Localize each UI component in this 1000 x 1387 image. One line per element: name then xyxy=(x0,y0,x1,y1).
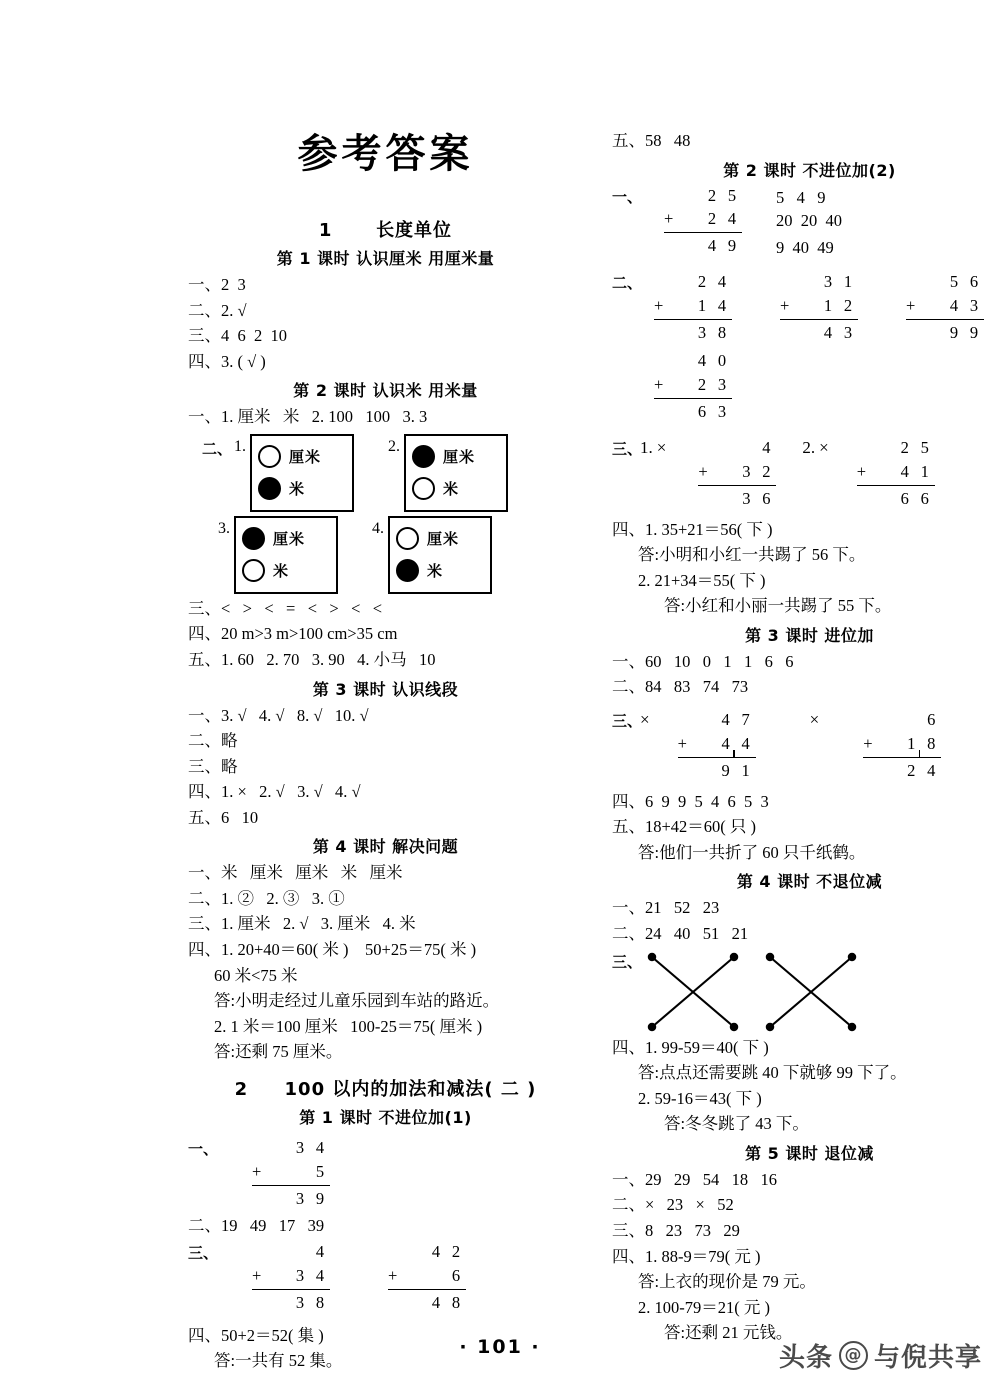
answer-line: 2. 100-79＝21( 元 ) xyxy=(638,1297,770,1317)
vertical-sum-group xyxy=(612,436,1000,511)
unit-box[interactable] xyxy=(250,434,354,512)
answer-line: 三、4 6 2 10 xyxy=(188,326,287,346)
digit: 8 xyxy=(927,733,936,753)
digit: 3 xyxy=(717,375,727,395)
digit: 1 xyxy=(843,272,853,292)
digit: 6 xyxy=(762,488,771,508)
operator: + xyxy=(252,1266,262,1286)
group-label: 三、 xyxy=(612,439,643,458)
watermark-handle: 与倪共享 xyxy=(873,1343,982,1373)
digit: 4 xyxy=(697,351,707,371)
answer-line: 二、略 xyxy=(188,731,238,751)
operator: + xyxy=(906,296,916,316)
digit: 3 xyxy=(295,1188,305,1208)
answer-line: 四、20 m>3 m>100 cm>35 cm xyxy=(188,624,398,644)
vertical-sum-group xyxy=(612,708,1000,783)
unit-option[interactable] xyxy=(412,477,500,500)
group-label-2: 二、 xyxy=(202,439,233,458)
answer-line: 五、58 48 xyxy=(612,131,691,150)
sum-rule xyxy=(654,319,732,320)
vertical-sum xyxy=(780,270,858,345)
vertical-sum-columns xyxy=(640,184,842,261)
answer-line: 答:小明走经过儿童乐园到车站的路近。 xyxy=(214,991,500,1011)
unit-box-row xyxy=(218,516,583,594)
answer-line: 答:他们一共折了 60 只千纸鹤。 xyxy=(638,842,866,862)
digit: 8 xyxy=(315,1292,325,1312)
answer-line: 四、6 9 9 5 4 6 5 3 xyxy=(612,791,769,811)
lesson-1-4-title: 第 4 课时 解决问题 xyxy=(312,837,459,857)
answer-line: 答:还剩 21 元钱。 xyxy=(664,1323,793,1343)
digit: 5 xyxy=(315,1161,325,1181)
digit: 6 xyxy=(969,272,979,292)
lesson-2-1-title: 第 1 课时 不进位加(1) xyxy=(299,1107,472,1127)
vertical-sum xyxy=(857,436,935,511)
unit-box-item xyxy=(234,434,354,512)
unit-box-row xyxy=(202,434,583,512)
answer-line: 答:一共有 52 集。 xyxy=(214,1351,343,1371)
left-column xyxy=(188,128,583,1374)
unit-option[interactable] xyxy=(258,445,346,468)
group-label: 三、 xyxy=(612,952,643,971)
answer-line: 二、24 40 51 21 xyxy=(612,924,749,944)
vertical-sum-columns xyxy=(640,349,762,424)
sum-rule xyxy=(698,485,776,486)
operator: + xyxy=(677,733,687,753)
unit-box[interactable] xyxy=(404,434,508,512)
radio-unfilled-icon[interactable] xyxy=(412,477,435,500)
digit xyxy=(290,1240,310,1264)
digit: 5 xyxy=(727,185,737,205)
answer-line: 60 米<75 米 xyxy=(214,965,298,985)
page-title: 参考答案 xyxy=(297,131,474,177)
vertical-sum xyxy=(388,1240,466,1315)
sum-rule xyxy=(780,319,858,320)
vertical-sum-columns xyxy=(216,1136,360,1211)
digit: 3 xyxy=(295,1292,305,1312)
watermark xyxy=(779,1337,982,1374)
item-number: 1. xyxy=(640,437,653,457)
page-number: · 101 · xyxy=(459,1336,541,1358)
digit: 2 xyxy=(907,760,916,780)
digit: 4 xyxy=(949,296,959,316)
item-number: 2. xyxy=(802,437,816,457)
digit: 2 xyxy=(762,461,771,481)
answer-line: 20 20 40 xyxy=(776,211,842,231)
vertical-sum-group xyxy=(612,270,1000,345)
answer-line: 二、1. ② 2. ③ 3. ① xyxy=(188,888,345,908)
answer-line: 5 4 9 xyxy=(776,187,826,207)
answer-text-block xyxy=(776,184,842,261)
digit: 4 xyxy=(431,1242,441,1262)
unit-2-title xyxy=(188,1075,583,1101)
group-label: 一、 xyxy=(612,187,643,206)
cross-mark-icon: × xyxy=(819,437,829,457)
vertical-sum-group xyxy=(612,184,1000,261)
answer-line: 二、84 83 74 73 xyxy=(612,677,749,697)
vertical-sum xyxy=(678,708,756,783)
digit: 2 xyxy=(707,185,717,205)
digit: 4 xyxy=(431,1292,441,1312)
lesson-2-3-title: 第 3 课时 进位加 xyxy=(745,625,874,645)
digit-with-carry: 1 xyxy=(901,732,921,756)
answer-line: 四、1. × 2. √ 3. √ 4. √ xyxy=(188,782,361,802)
digit xyxy=(426,1264,446,1288)
digit: 4 xyxy=(823,323,833,343)
answer-line: 二、2. √ xyxy=(188,300,247,320)
vertical-sum xyxy=(654,349,732,424)
unit-option-label: 米 xyxy=(289,480,306,499)
sum-rule xyxy=(252,1185,330,1186)
answer-line: 答:冬冬跳了 43 下。 xyxy=(664,1114,809,1134)
answer-line: 一、2 3 xyxy=(188,275,246,294)
unit-1-title xyxy=(188,216,583,242)
answer-line: 答:点点还需要跳 40 下就够 99 下了。 xyxy=(638,1063,907,1083)
unit-option-label: 厘米 xyxy=(427,530,460,549)
unit-box-item xyxy=(218,516,338,594)
unit-box[interactable] xyxy=(388,516,492,594)
answer-line: 答:还剩 75 厘米。 xyxy=(214,1042,343,1062)
digit: 4 xyxy=(721,710,730,729)
sum-rule xyxy=(388,1289,466,1290)
operator: + xyxy=(698,461,708,481)
watermark-prefix: 头条 xyxy=(778,1343,833,1373)
unit-option-label: 厘米 xyxy=(273,530,306,549)
answer-line: 答:小红和小丽一共踢了 55 下。 xyxy=(664,596,892,616)
digit: 6 xyxy=(927,710,936,729)
answer-line: 四、50+2＝52( 集 ) xyxy=(188,1325,324,1345)
answer-line: 答:小明和小红一共踢了 56 下。 xyxy=(638,545,866,565)
answer-line: 三、< > < = < > < < xyxy=(188,598,383,618)
answer-line: 2. 59-16＝43( 下 ) xyxy=(638,1088,762,1108)
group-label: 二、 xyxy=(612,274,643,293)
sum-rule xyxy=(654,398,732,399)
digit: 6 xyxy=(920,488,929,508)
digit: 3 xyxy=(823,272,833,292)
digit: 5 xyxy=(949,272,959,292)
digit: 3 xyxy=(742,488,751,508)
unit-box[interactable] xyxy=(234,516,338,594)
match-lines-diagram xyxy=(642,949,902,1035)
group-label: 三、 xyxy=(188,1244,219,1263)
digit: 1 xyxy=(823,296,833,316)
unit-option-label: 米 xyxy=(443,480,460,499)
radio-unfilled-icon[interactable] xyxy=(258,445,281,468)
digit: 6 xyxy=(900,488,909,508)
unit-box-number: 1. xyxy=(234,437,247,455)
digit: 2 xyxy=(843,296,853,316)
radio-unfilled-icon[interactable] xyxy=(396,527,419,550)
unit-box-number: 3. xyxy=(218,519,230,537)
digit-with-carry: 4 xyxy=(716,732,736,756)
operator: + xyxy=(654,296,664,316)
digit: 3 xyxy=(742,461,751,481)
lesson-1-1-title: 第 1 课时 认识厘米 用厘米量 xyxy=(276,249,495,268)
digit: 2 xyxy=(707,209,717,229)
unit-1-number: 1 xyxy=(318,220,333,241)
digit: 3 xyxy=(843,323,853,343)
digit: 4 xyxy=(315,1137,325,1157)
answer-line: 二、19 49 17 39 xyxy=(188,1215,325,1235)
digit: 2 xyxy=(697,272,707,292)
digit: 9 xyxy=(969,323,979,343)
vertical-sum xyxy=(906,270,984,345)
vertical-sum xyxy=(654,270,732,345)
unit-box-item xyxy=(372,516,492,594)
answer-line: 2. 21+34＝55( 下 ) xyxy=(638,570,766,590)
lesson-1-2-title: 第 2 课时 认识米 用米量 xyxy=(293,381,478,401)
digit: 4 xyxy=(717,296,727,316)
unit-option[interactable] xyxy=(258,477,346,500)
unit-option-label: 米 xyxy=(273,562,290,581)
answer-line: 五、18+42＝60( 只 ) xyxy=(612,817,757,837)
answer-line: 2. 1 米＝100 厘米 100-25＝75( 厘米 ) xyxy=(214,1016,483,1036)
vertical-sum xyxy=(664,184,742,259)
at-icon: @ xyxy=(839,1341,868,1370)
vertical-sum-group xyxy=(188,1136,583,1211)
digit: 3 xyxy=(969,296,979,316)
lesson-2-4-title: 第 4 课时 不退位减 xyxy=(736,872,883,892)
digit: 7 xyxy=(741,710,750,729)
operator: + xyxy=(388,1266,398,1286)
vertical-sum-columns xyxy=(216,1240,496,1315)
sum-rule xyxy=(252,1289,330,1290)
unit-option[interactable] xyxy=(396,559,484,582)
vertical-sum-columns xyxy=(640,270,1000,345)
digit: 4 xyxy=(900,461,909,481)
answer-line: 答:上衣的现价是 79 元。 xyxy=(638,1272,816,1292)
unit-option-label: 厘米 xyxy=(443,448,476,467)
digit xyxy=(736,436,756,460)
answer-line: 三、8 23 73 29 xyxy=(612,1220,740,1240)
answer-line: 一、1. 厘米 米 2. 100 100 3. 3 xyxy=(188,407,428,427)
lesson-1-3-title: 第 3 课时 认识线段 xyxy=(312,679,459,699)
column-divider xyxy=(594,128,595,1308)
right-column xyxy=(612,128,1000,1346)
answer-line: 一、米 厘米 厘米 米 厘米 xyxy=(188,863,403,883)
vertical-sum-columns xyxy=(640,708,971,783)
radio-filled-icon[interactable] xyxy=(242,527,265,550)
vertical-sum-group xyxy=(612,349,1000,424)
answer-line: 二、× 23 × 52 xyxy=(612,1195,734,1215)
operator: + xyxy=(654,375,664,395)
sum-rule xyxy=(906,319,984,320)
digit: 2 xyxy=(451,1242,461,1262)
answer-line: 一、60 10 0 1 1 6 6 xyxy=(612,651,794,671)
digit: 9 xyxy=(949,323,959,343)
digit: 2 xyxy=(697,375,707,395)
unit-box-number: 2. xyxy=(388,437,401,455)
digit: 4 xyxy=(741,733,750,753)
unit-option[interactable] xyxy=(412,445,500,468)
answer-line: 五、6 10 xyxy=(188,807,259,827)
unit-box-item xyxy=(388,434,508,512)
sum-rule xyxy=(857,485,935,486)
answer-line: 三、略 xyxy=(188,756,238,776)
answer-line: 一、3. √ 4. √ 8. √ 10. √ xyxy=(188,705,369,725)
unit-2-name: 100 以内的加法和减法( 二 ) xyxy=(284,1078,537,1100)
vertical-sum-columns xyxy=(640,436,965,511)
digit: 5 xyxy=(920,437,929,457)
vertical-sum-group xyxy=(188,1240,583,1315)
answer-line: 五、1. 60 2. 70 3. 90 4. 小马 10 xyxy=(188,649,436,669)
lesson-2-5-title: 第 5 课时 退位减 xyxy=(745,1143,874,1163)
cross-mark-icon: × xyxy=(640,710,650,729)
unit-option[interactable] xyxy=(242,559,330,582)
operator: + xyxy=(780,296,790,316)
unit-option-label: 米 xyxy=(427,562,444,581)
sum-rule xyxy=(863,757,941,758)
unit-option-label: 厘米 xyxy=(289,448,322,467)
vertical-sum xyxy=(698,436,776,511)
digit: 4 xyxy=(707,236,717,256)
digit: 4 xyxy=(315,1242,325,1262)
answer-line: 三、1. 厘米 2. √ 3. 厘米 4. 米 xyxy=(188,914,416,934)
sum-rule xyxy=(664,232,742,233)
digit: 1 xyxy=(741,760,750,780)
cross-mark-icon: × xyxy=(809,710,820,729)
unit-option[interactable] xyxy=(396,527,484,550)
vertical-sum xyxy=(252,1240,330,1315)
sum-rule xyxy=(678,757,756,758)
digit: 8 xyxy=(451,1292,461,1312)
digit: 4 xyxy=(727,209,737,229)
digit: 4 xyxy=(762,437,771,457)
unit-1-name: 长度单位 xyxy=(376,220,453,241)
answer-line: 四、1. 88-9＝79( 元 ) xyxy=(612,1246,761,1266)
digit: 0 xyxy=(717,351,727,371)
digit: 6 xyxy=(451,1266,461,1286)
digit: 3 xyxy=(295,1137,305,1157)
unit-option[interactable] xyxy=(242,527,330,550)
digit: 3 xyxy=(717,401,727,421)
matching-diagram-group xyxy=(612,949,1000,1035)
digit: 3 xyxy=(295,1266,305,1286)
digit: 1 xyxy=(920,461,929,481)
operator: + xyxy=(664,209,674,229)
answer-line: 四、3. ( √ ) xyxy=(188,351,266,371)
group-label: 一、 xyxy=(188,1139,219,1158)
digit: 4 xyxy=(315,1266,325,1286)
operator: + xyxy=(856,461,866,481)
digit: 4 xyxy=(717,272,727,292)
digit xyxy=(290,1160,310,1184)
answer-line: 9 40 49 xyxy=(776,238,834,258)
digit: 4 xyxy=(927,760,936,780)
digit: 6 xyxy=(697,401,707,421)
digit xyxy=(901,708,921,732)
cross-mark-icon: × xyxy=(656,437,667,457)
operator: + xyxy=(863,733,873,753)
lesson-2-2-title: 第 2 课时 不进位加(2) xyxy=(723,160,896,180)
answer-line: 一、29 29 54 18 16 xyxy=(612,1169,777,1189)
vertical-sum xyxy=(252,1136,330,1211)
unit-2-number: 2 xyxy=(234,1078,249,1100)
digit: 9 xyxy=(315,1188,325,1208)
digit: 9 xyxy=(727,236,737,256)
digit: 2 xyxy=(900,437,909,457)
vertical-sum xyxy=(863,708,941,783)
digit: 3 xyxy=(697,323,707,343)
operator: + xyxy=(252,1161,262,1181)
digit: 1 xyxy=(697,296,707,316)
radio-filled-icon[interactable] xyxy=(396,559,419,582)
digit: 9 xyxy=(721,760,730,780)
radio-filled-icon[interactable] xyxy=(258,477,281,500)
radio-filled-icon[interactable] xyxy=(412,445,435,468)
answer-line: 四、1. 99-59＝40( 下 ) xyxy=(612,1037,769,1057)
answer-line: 四、1. 35+21＝56( 下 ) xyxy=(612,519,773,539)
digit: 8 xyxy=(717,323,727,343)
group-label: 三、 xyxy=(612,712,643,730)
unit-box-number: 4. xyxy=(372,519,384,537)
radio-unfilled-icon[interactable] xyxy=(242,559,265,582)
answer-line: 一、21 52 23 xyxy=(612,898,720,918)
answer-line: 四、1. 20+40＝60( 米 ) 50+25＝75( 米 ) xyxy=(188,940,477,959)
